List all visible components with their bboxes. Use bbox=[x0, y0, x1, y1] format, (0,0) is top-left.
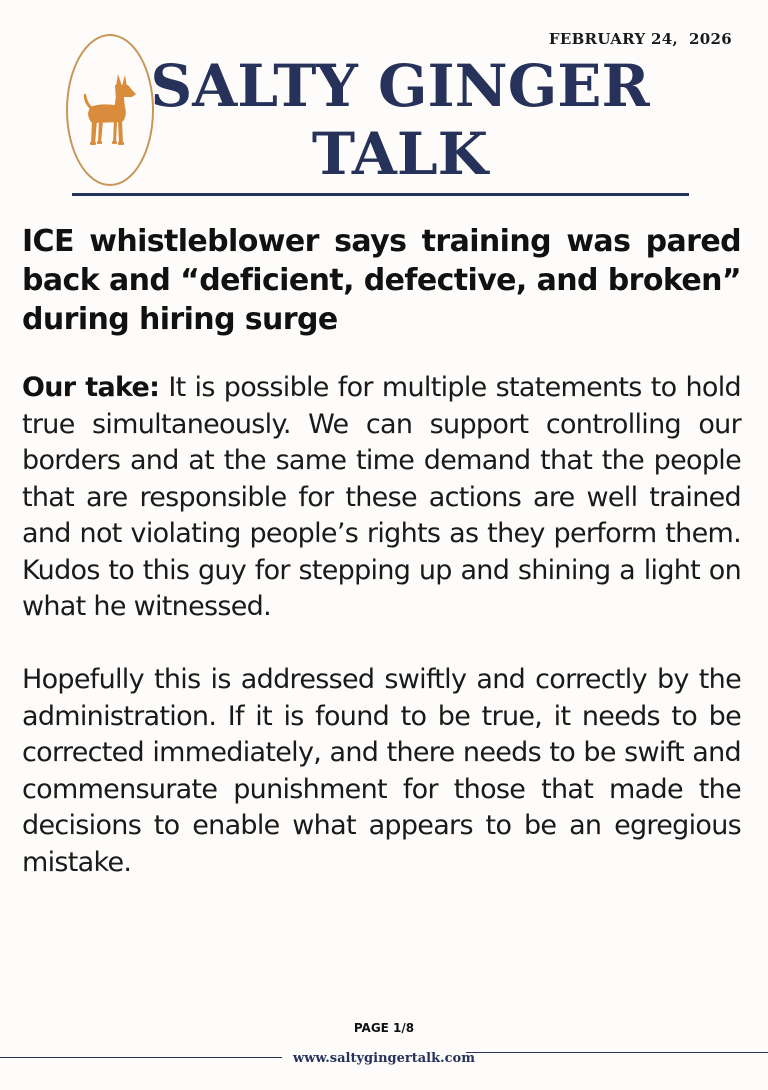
masthead-line-1: SALTY GINGER bbox=[150, 52, 650, 120]
logo-badge bbox=[66, 34, 154, 186]
issue-date: FEBRUARY 24, 2026 bbox=[548, 30, 732, 48]
masthead-line-2: TALK bbox=[311, 120, 489, 188]
paragraph-1 bbox=[22, 370, 741, 626]
paragraph-1-text: It is possible for multiple statements to hold true simultaneously. We can support controlling our borders and at the same time demand that the people that are responsible for these actions are well trained and not violating people’s rights as they perform them. Kudos to this guy for stepping up and shining a light on what he witnessed. bbox=[22, 372, 741, 622]
take-label: Our take: bbox=[22, 372, 160, 403]
header-divider bbox=[72, 193, 689, 196]
website-link[interactable]: www.saltygingertalk.com bbox=[293, 1051, 475, 1066]
page-number: PAGE 1/8 bbox=[353, 1021, 415, 1035]
dog-icon bbox=[78, 70, 142, 150]
masthead-title bbox=[150, 52, 650, 188]
paragraph-2: Hopefully this is addressed swiftly and correctly by the administration. If it is found to be true, it needs to be corrected immediately, and there needs to be swift and commensurate punishment for those that made the decisions to enable what appears to be an egregious mistake. bbox=[22, 664, 741, 878]
article-body bbox=[22, 370, 741, 918]
article-headline: ICE whistleblower says training was pared back and “deficient, defective, and broken” during hiring surge bbox=[22, 224, 741, 337]
